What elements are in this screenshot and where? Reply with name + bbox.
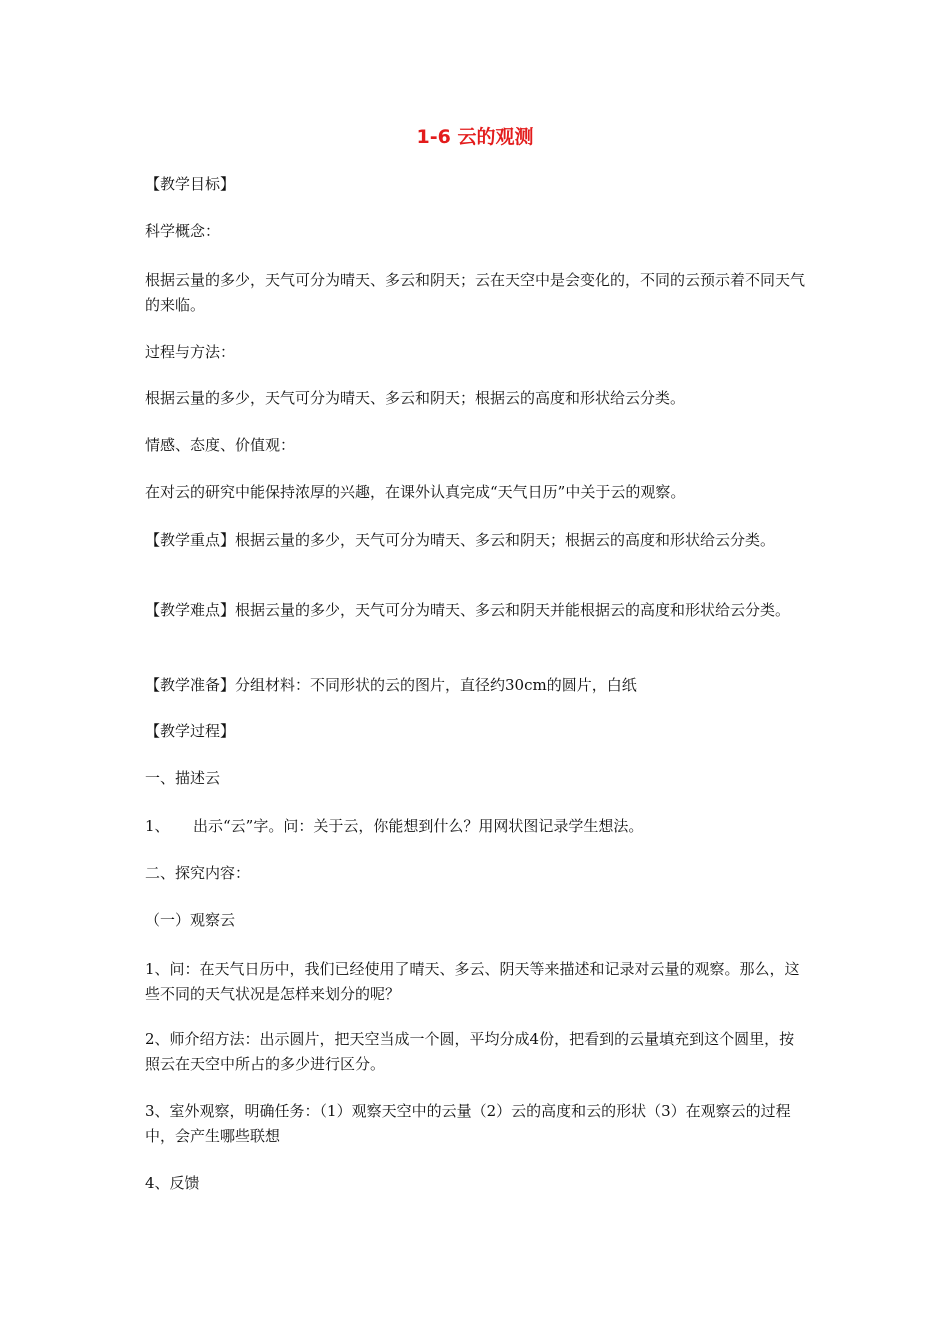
list-item-text: 出示“云”字。问：关于云，你能想到什么？用网状图记录学生想法。	[193, 817, 644, 835]
heading-observe-clouds: （一）观察云	[145, 911, 236, 929]
paragraph-step-4: 4、反馈	[145, 1174, 200, 1192]
heading-describe-clouds: 一、描述云	[145, 769, 221, 787]
document-title: 1-6 云的观测	[416, 126, 534, 148]
subheading-attitudes: 情感、态度、价值观：	[145, 436, 296, 454]
paragraph-attitudes: 在对云的研究中能保持浓厚的兴趣，在课外认真完成“天气日历”中关于云的观察。	[145, 483, 686, 501]
subheading-process-methods: 过程与方法：	[145, 343, 236, 361]
list-number: 1、	[145, 817, 170, 835]
paragraph-step-3: 3、室外观察，明确任务：（1）观察天空中的云量（2）云的高度和云的形状（3）在观察云的过程中，会产生哪些联想	[145, 1102, 791, 1145]
paragraph-step-1: 1、问：在天气日历中，我们已经使用了晴天、多云、阴天等来描述和记录对云量的观察。那么，这些不同的天气状况是怎样来划分的呢？	[145, 960, 800, 1003]
heading-inquiry: 二、探究内容：	[145, 864, 251, 882]
paragraph-step-2: 2、师介绍方法：出示圆片，把天空当成一个圆，平均分成4份，把看到的云量填充到这个圆里，按照云在天空中所占的多少进行区分。	[145, 1030, 795, 1073]
paragraph-key-points: 【教学重点】根据云量的多少，天气可分为晴天、多云和阴天；根据云的高度和形状给云分类。	[145, 531, 776, 549]
subheading-science-concepts: 科学概念：	[145, 222, 221, 240]
list-item-1	[145, 814, 807, 839]
paragraph-preparation: 【教学准备】分组材料：不同形状的云的图片，直径约30cm的圆片，白纸	[145, 676, 637, 694]
paragraph-difficulties: 【教学难点】根据云量的多少，天气可分为晴天、多云和阴天并能根据云的高度和形状给云分类。	[145, 601, 791, 619]
paragraph-science-concepts: 根据云量的多少，天气可分为晴天、多云和阴天；云在天空中是会变化的，不同的云预示着不同天气的来临。	[145, 271, 806, 314]
section-heading-process: 【教学过程】	[145, 722, 236, 740]
paragraph-process-methods: 根据云量的多少，天气可分为晴天、多云和阴天；根据云的高度和形状给云分类。	[145, 389, 686, 407]
section-heading-objectives: 【教学目标】	[145, 175, 236, 193]
